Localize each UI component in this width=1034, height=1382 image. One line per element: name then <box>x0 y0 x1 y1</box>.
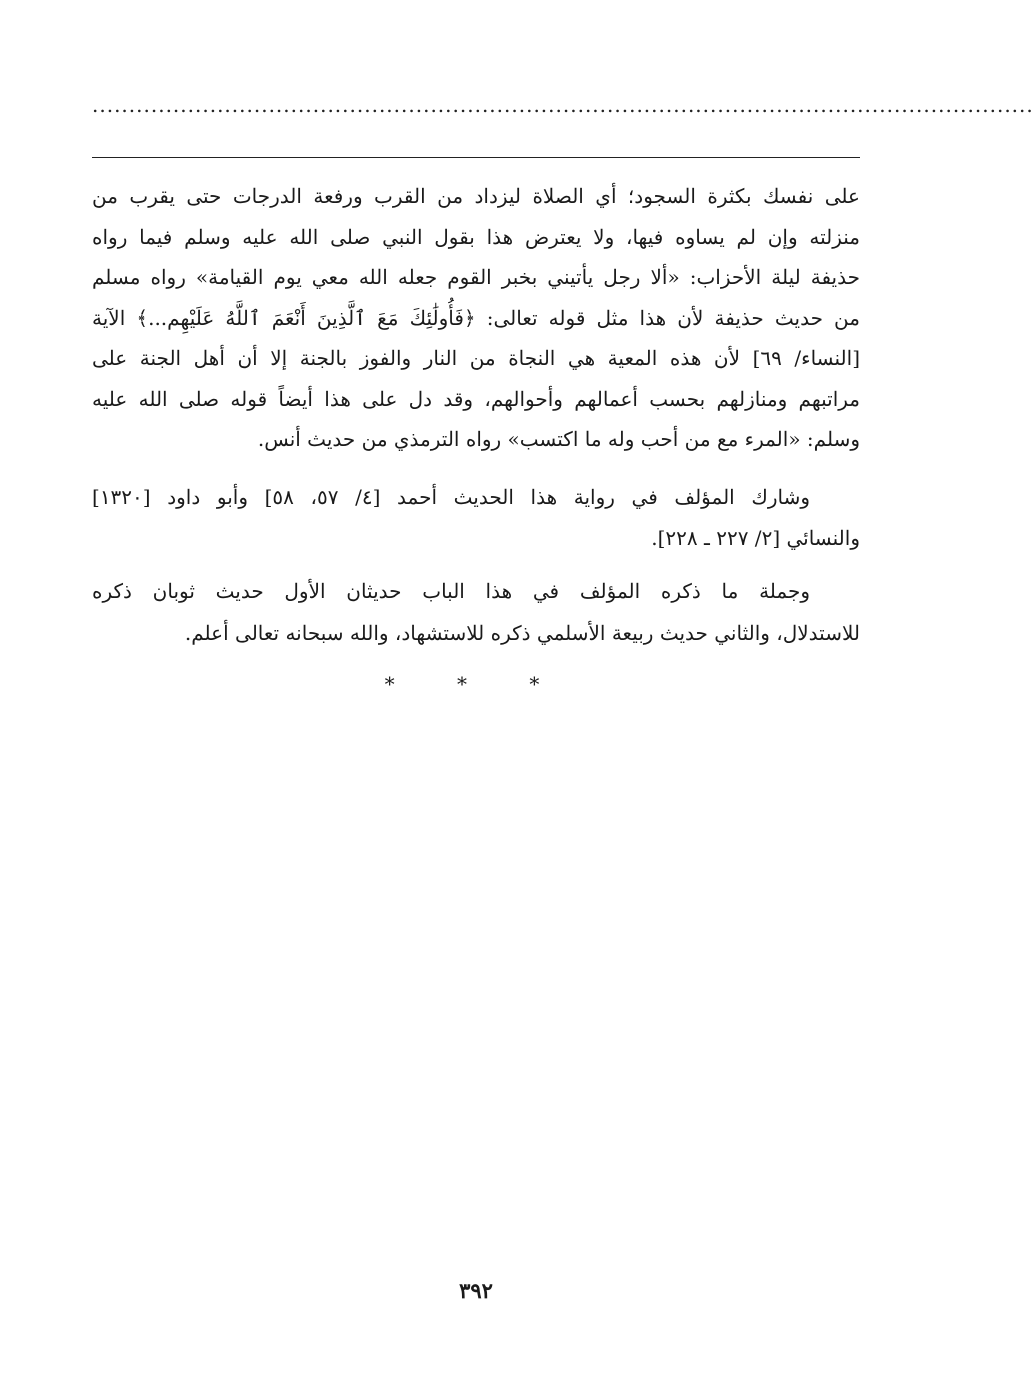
text-line: مراتبهم ومنازلهم بحسب أعمالهم وأحوالهم، وقد دل على هذا أيضاً قوله صلى الله عليه <box>92 386 860 411</box>
text-line: على نفسك بكثرة السجود؛ أي الصلاة ليزداد من القرب ورفعة الدرجات حتى يقرب من <box>92 184 860 208</box>
narration-paragraph <box>92 477 860 559</box>
page-number: ٣٩٢ <box>459 1278 493 1303</box>
dotted-separator: ................................................................................................................................ <box>92 93 1034 117</box>
horizontal-rule <box>92 157 860 158</box>
text-line: منزلته وإن لم يساوه فيها، ولا يعترض هذا بقول النبي صلى الله عليه وسلم فيما رواه <box>92 224 860 249</box>
text-line: وسلم: «المرء مع من أحب وله ما اكتسب» رواه الترمذي من حديث أنس. <box>257 427 860 451</box>
summary-paragraph <box>92 570 860 654</box>
text-line: وشارك المؤلف في رواية هذا الحديث أحمد [٤/ ٥٧، ٥٨] وأبو داود [١٣٢٠] <box>92 485 810 509</box>
text-line: للاستدلال، والثاني حديث ربيعة الأسلمي ذكره للاستشهاد، والله سبحانه تعالى أعلم. <box>184 621 860 645</box>
text-line: وجملة ما ذكره المؤلف في هذا الباب حديثان الأول حديث ثوبان ذكره <box>92 579 810 603</box>
text-line: [النساء/ ٦٩] لأن هذه المعية هي النجاة من النار والفوز بالجنة إلا أن أهل الجنة على <box>92 346 860 370</box>
text-line: من حديث حذيفة لأن هذا مثل قوله تعالى: ﴿فَأُولَٰئِكَ مَعَ ٱلَّذِينَ أَنْعَمَ ٱللَّهُ عَلَيْهِم...﴾ الآية <box>92 305 860 330</box>
text-line: والنسائي [٢/ ٢٢٧ ـ ٢٢٨]. <box>651 526 860 550</box>
text-line: حذيفة ليلة الأحزاب: «ألا رجل يأتيني بخبر القوم جعله الله معي يوم القيامة» رواه مسلم <box>92 265 860 289</box>
section-end-asterisks: * * * <box>384 672 568 696</box>
commentary-paragraph <box>92 176 860 460</box>
